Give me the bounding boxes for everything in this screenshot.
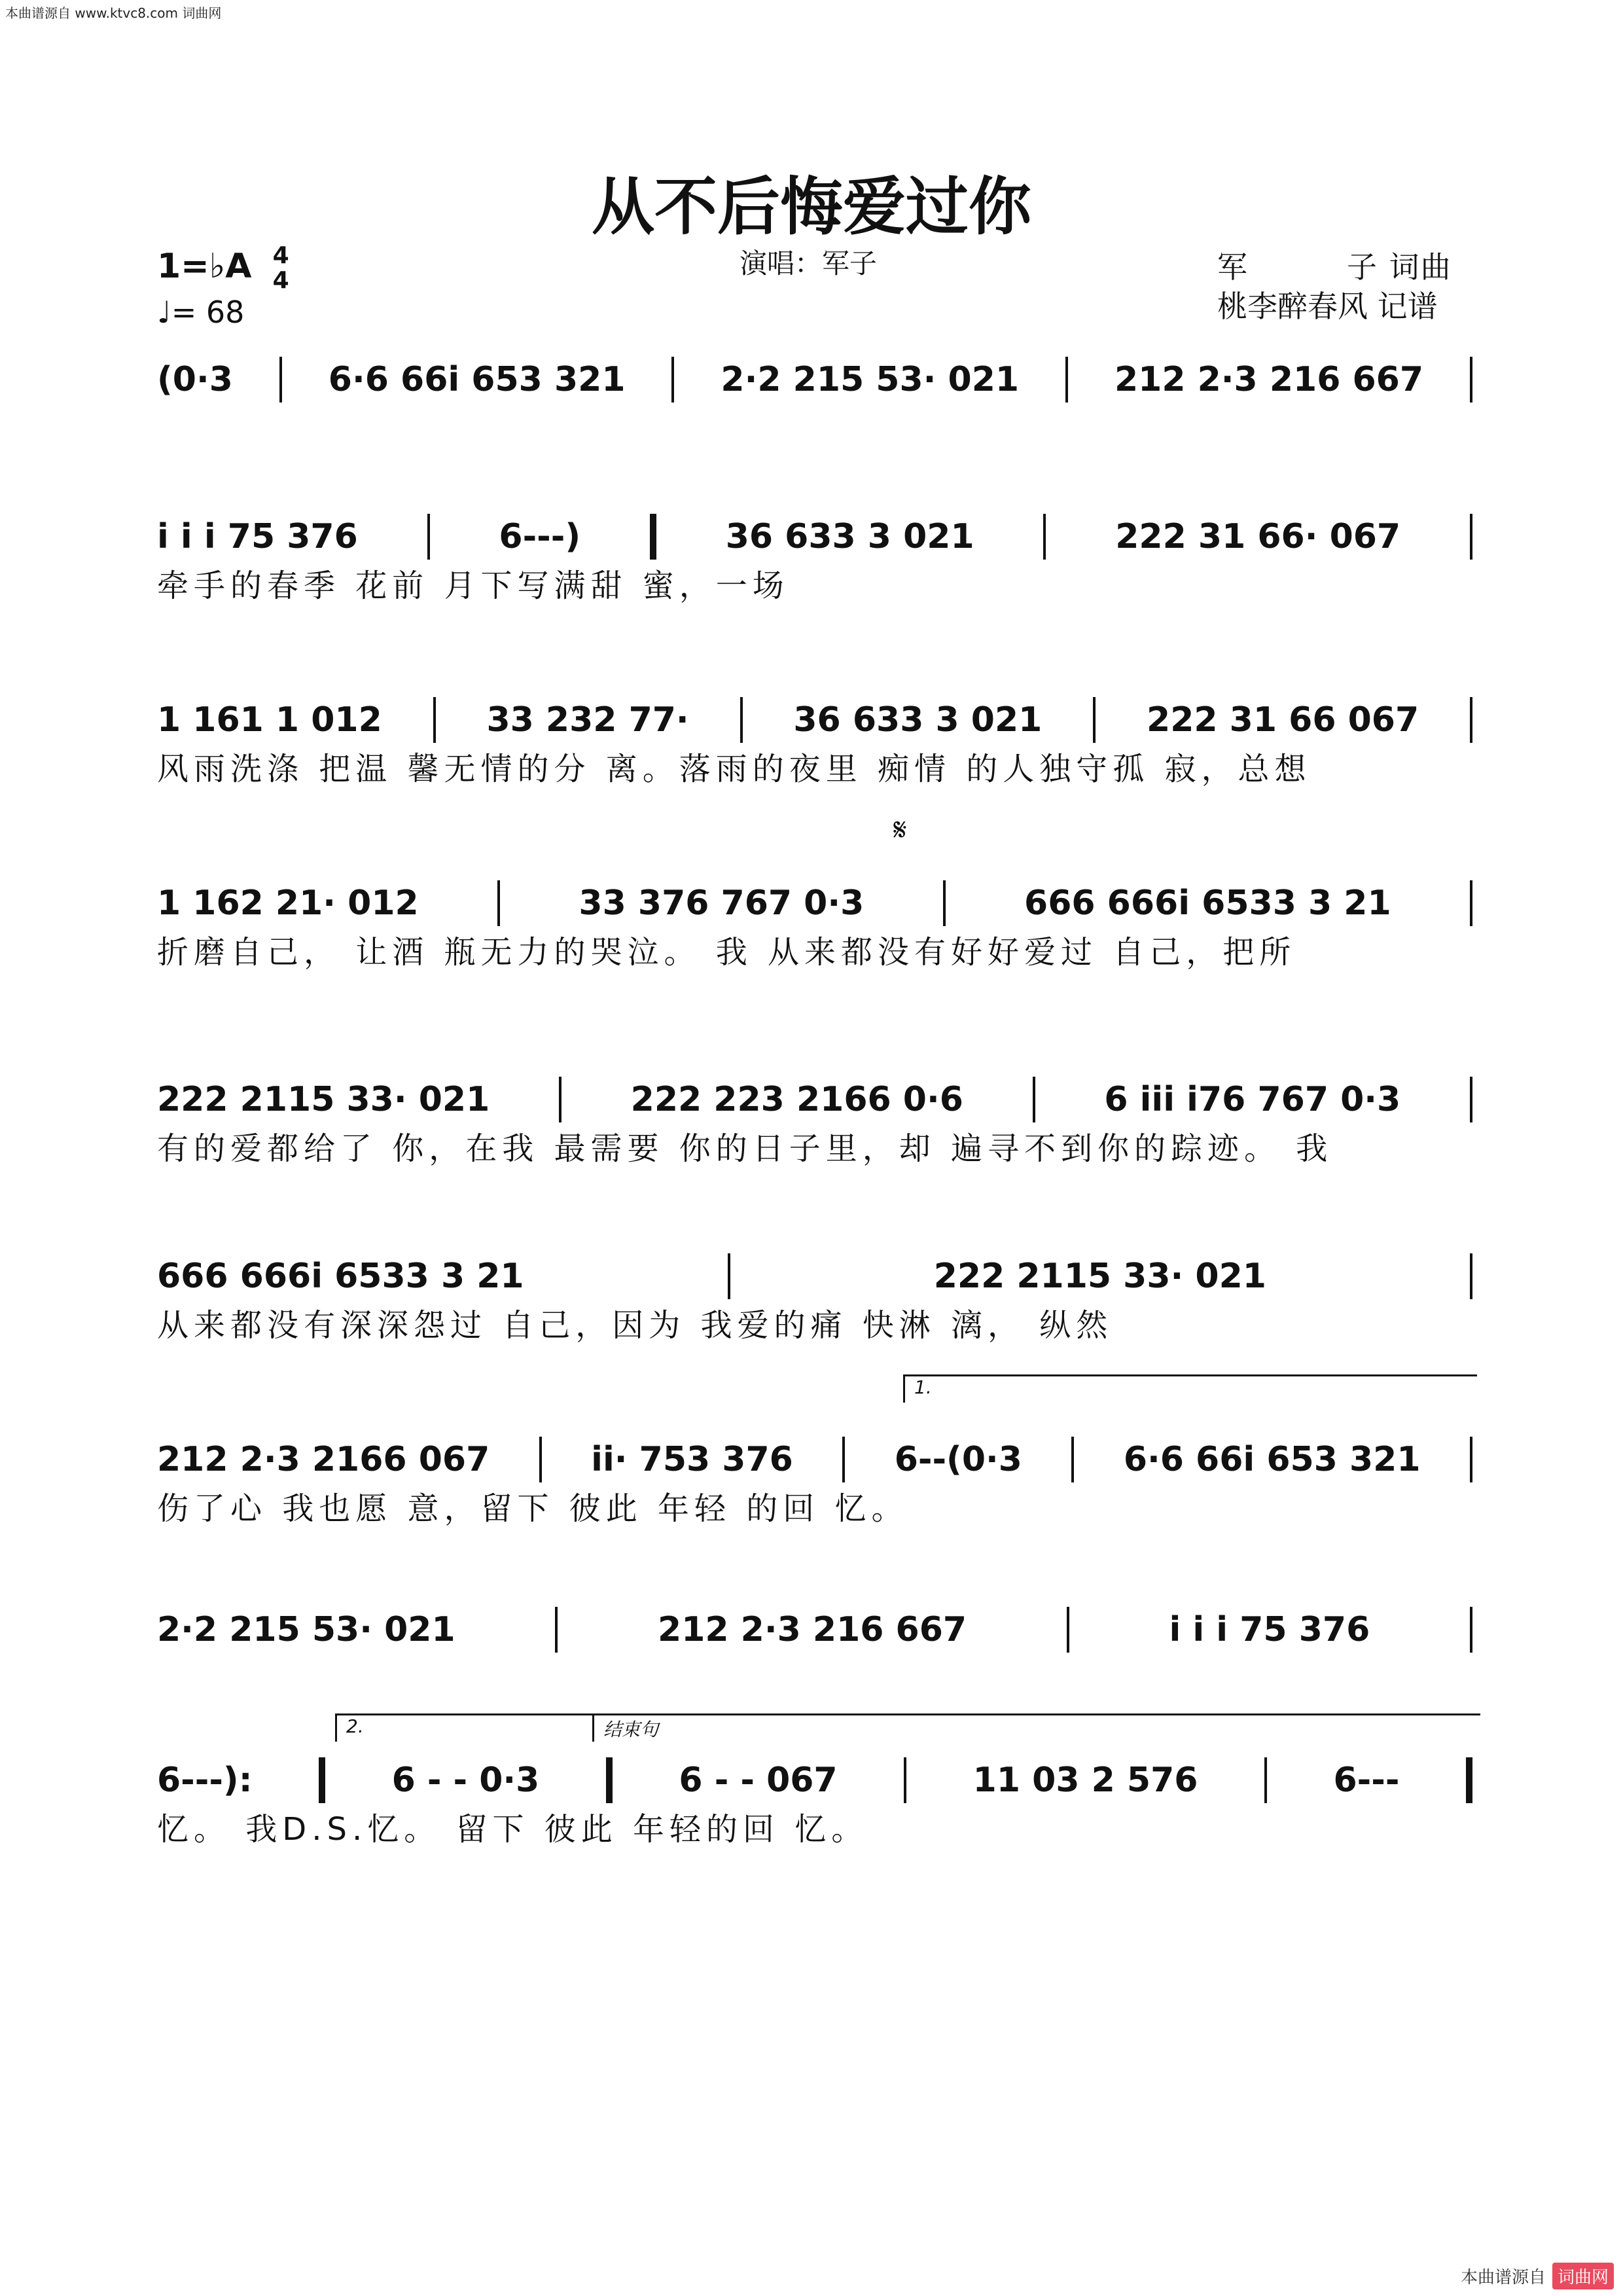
bar-line — [427, 514, 430, 560]
bar-line — [1470, 880, 1472, 926]
bar-line — [319, 1757, 325, 1803]
measure-notes: 222 223 2166 0·6 — [630, 1080, 963, 1119]
notation-line — [157, 1604, 1472, 1656]
measure-notes: 6--(0·3 — [894, 1440, 1022, 1479]
volta-2 — [335, 1713, 595, 1742]
bar-line — [606, 1757, 613, 1803]
measure-notes: 6 - - 067 — [679, 1761, 838, 1800]
lyrics-line: 从来都没有深深怨过 自己，因为 我爱的痛 快淋 漓， 纵然 — [157, 1307, 1113, 1344]
measure-notes: 222 31 66 067 — [1147, 700, 1419, 740]
music-system — [157, 1754, 1472, 1852]
music-system — [157, 877, 1472, 975]
measure-notes: 222 31 66· 067 — [1115, 517, 1401, 556]
notation-line — [157, 877, 1472, 929]
lyrics-line: 忆。 我D.S.忆。 留下 彼此 年轻的回 忆。 — [157, 1811, 868, 1848]
music-system — [157, 1604, 1472, 1702]
bar-line — [1470, 1253, 1472, 1299]
bar-line — [1470, 1607, 1472, 1653]
measure-notes: 222 2115 33· 021 — [933, 1257, 1266, 1296]
music-system — [157, 694, 1472, 792]
bar-line — [1470, 1077, 1472, 1122]
key-text: 1=♭A — [157, 247, 252, 286]
measure-notes: 2·2 215 53· 021 — [157, 1610, 455, 1649]
notation-line — [157, 1073, 1472, 1126]
bar-line — [433, 697, 436, 743]
measure-notes: 6 - - 0·3 — [391, 1761, 540, 1800]
measure-notes: 36 633 3 021 — [725, 517, 974, 556]
bar-line — [1470, 697, 1472, 743]
measure-notes: 6 iii i76 767 0·3 — [1104, 1080, 1401, 1119]
time-bottom: 4 — [272, 267, 289, 294]
music-system — [157, 511, 1472, 609]
bar-line — [1067, 1607, 1069, 1653]
volta-1 — [903, 1374, 1477, 1403]
measure-notes: 33 376 767 0·3 — [579, 884, 865, 923]
bar-line — [539, 1437, 542, 1482]
measure-notes: i i i 75 376 — [157, 517, 358, 556]
measure-notes: 6---): — [157, 1761, 253, 1800]
bar-line — [1470, 357, 1472, 403]
bar-line — [943, 880, 946, 926]
notation-line — [157, 1433, 1472, 1486]
lyrics-line — [157, 406, 1472, 452]
bar-line — [671, 357, 674, 403]
measure-notes: 11 03 2 576 — [972, 1761, 1198, 1800]
measure-notes: 666 666i 6533 3 21 — [1024, 884, 1391, 923]
lyrics-line: 折磨自己， 让酒 瓶无力的哭泣。 我 从来都没有好好爱过 自己，把所 — [157, 934, 1296, 971]
measure-notes: 212 2·3 2166 067 — [157, 1440, 490, 1479]
bar-line — [497, 880, 500, 926]
measure-notes: 1 161 1 012 — [157, 700, 382, 740]
watermark-top: 本曲谱源自 www.ktvc8.com 词曲网 — [5, 5, 222, 21]
bar-line — [1470, 1437, 1472, 1482]
measure-notes: 212 2·3 216 667 — [1114, 360, 1424, 399]
coda-label: 结束句 — [603, 1719, 659, 1740]
bar-line — [1093, 697, 1096, 743]
bar-line — [1033, 1077, 1035, 1122]
bar-line — [1470, 514, 1472, 560]
lyrics-line: 有的爱都给了 你，在我 最需要 你的日子里，却 遍寻不到你的踪迹。 我 — [157, 1130, 1333, 1167]
lyrics-line: 牵手的春季 花前 月下写满甜 蜜，一场 — [157, 567, 789, 604]
music-system — [157, 1250, 1472, 1348]
bar-line — [650, 514, 656, 560]
singer-credit: 演唱：军子 — [740, 247, 878, 279]
watermark-bottom-text: 本曲谱源自 — [1460, 2268, 1546, 2287]
bar-line — [740, 697, 743, 743]
credit-part-b: 子 词曲 — [1347, 249, 1452, 285]
music-system — [157, 1433, 1472, 1532]
credit-part-a: 军 — [1217, 249, 1249, 285]
measure-notes: i i i 75 376 — [1169, 1610, 1370, 1649]
lyrics-line: 风雨洗涤 把温 馨无情的分 离。落雨的夜里 痴情 的人独守孤 寂，总想 — [157, 751, 1311, 787]
notation-line — [157, 694, 1472, 746]
measure-notes: 6·6 66i 653 321 — [328, 360, 626, 399]
measure-notes: 222 2115 33· 021 — [157, 1080, 490, 1119]
bar-line — [1065, 357, 1068, 403]
volta-1-label: 1. — [914, 1376, 932, 1398]
bar-line — [555, 1607, 558, 1653]
bar-line — [1466, 1757, 1472, 1803]
measure-notes: 1 162 21· 012 — [157, 884, 419, 923]
time-top: 4 — [272, 242, 289, 269]
measure-notes: 6---) — [499, 517, 581, 556]
measure-notes: 666 666i 6533 3 21 — [157, 1257, 524, 1296]
volta-2-label: 2. — [346, 1715, 364, 1737]
measure-notes: ii· 753 376 — [591, 1440, 793, 1479]
measure-notes: 2·2 215 53· 021 — [721, 360, 1020, 399]
bar-line — [1264, 1757, 1267, 1803]
bar-line — [842, 1437, 845, 1482]
bar-line — [559, 1077, 562, 1122]
watermark-bottom-badge: 词曲网 — [1552, 2263, 1614, 2289]
music-system — [157, 353, 1472, 452]
measure-notes: (0·3 — [157, 360, 233, 399]
bar-line — [904, 1757, 906, 1803]
transcriber-credit: 桃李醉春风 记谱 — [1217, 289, 1438, 324]
lyrics-line — [157, 1656, 1472, 1702]
segno-sign: 𝄋 — [893, 812, 907, 848]
bar-line — [728, 1253, 730, 1299]
measure-notes: 6--- — [1333, 1761, 1400, 1800]
notation-line — [157, 511, 1472, 563]
notation-line — [157, 1754, 1472, 1806]
bar-line — [1043, 514, 1046, 560]
lyricist-composer-credit — [1217, 243, 1452, 287]
measure-notes: 33 232 77· — [486, 700, 689, 740]
bar-line — [279, 357, 282, 403]
music-system — [157, 1073, 1472, 1172]
key-signature — [157, 243, 289, 293]
measure-notes: 212 2·3 216 667 — [658, 1610, 967, 1649]
watermark-bottom — [1461, 2263, 1614, 2289]
measure-notes: 36 633 3 021 — [793, 700, 1043, 740]
notation-line — [157, 353, 1472, 406]
tempo-marking: ♩= 68 — [157, 295, 245, 330]
coda-bracket — [592, 1713, 1480, 1742]
measure-notes: 6·6 66i 653 321 — [1123, 1440, 1421, 1479]
time-signature — [273, 243, 289, 293]
notation-line — [157, 1250, 1472, 1302]
lyrics-line: 伤了心 我也愿 意，留下 彼此 年轻 的回 忆。 — [157, 1490, 908, 1527]
song-title: 从不后悔爱过你 — [592, 170, 1031, 243]
bar-line — [1071, 1437, 1074, 1482]
